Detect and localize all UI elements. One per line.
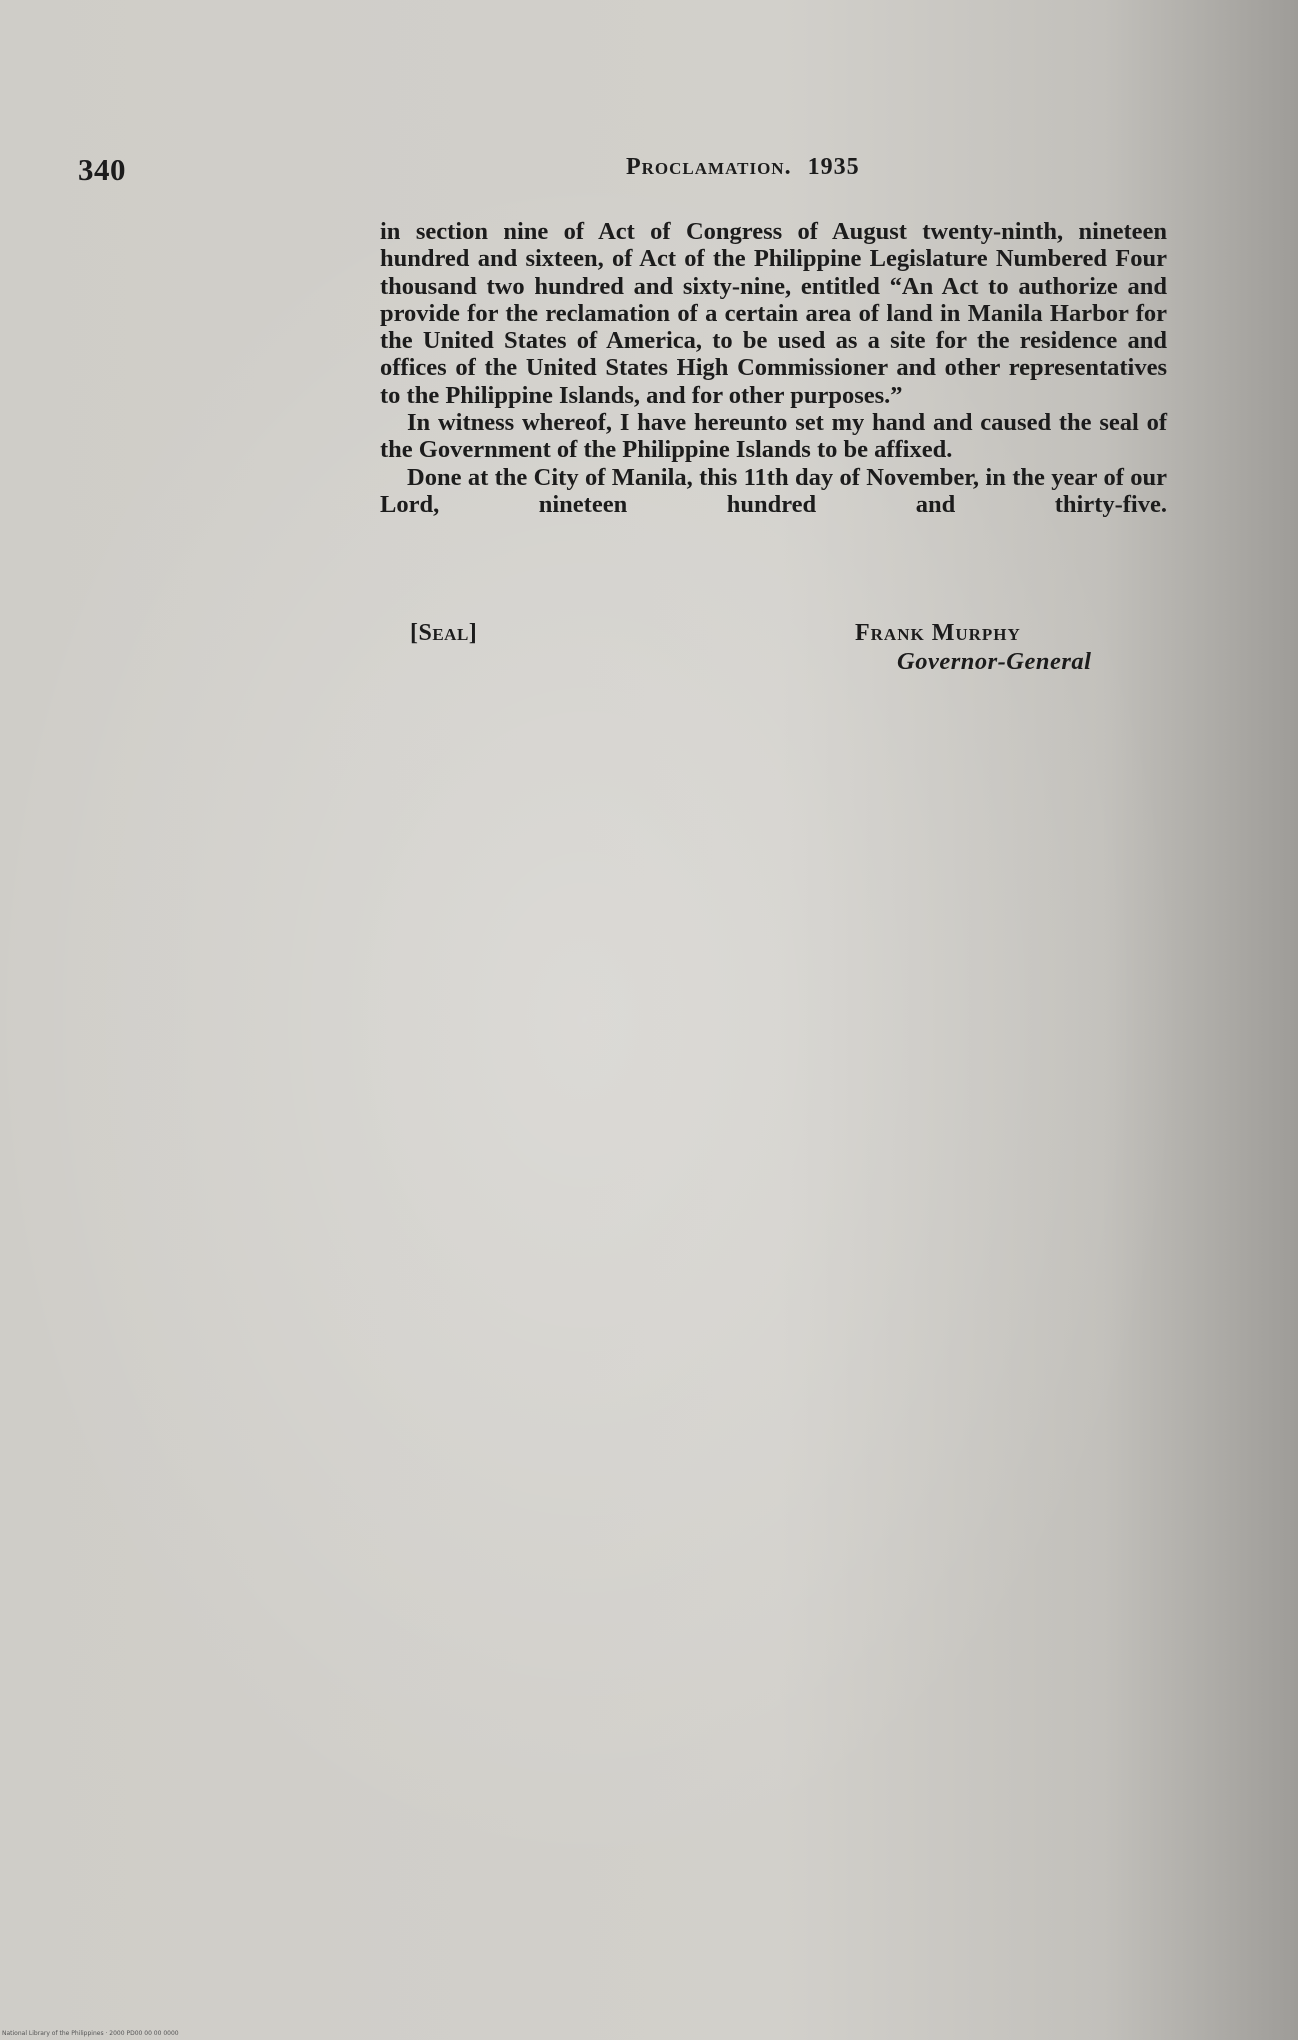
paragraph-witness: In witness whereof, I have hereunto set my hand and caused the seal of the Government of the Philippine Islands to be affixed. <box>380 409 1167 464</box>
running-head <box>626 154 860 181</box>
paragraph-done-at: Done at the City of Manila, this 11th day of November, in the year of our Lord, nineteen hundred and thirty-five. <box>380 463 1167 518</box>
running-head-title: Proclamation. <box>626 154 792 180</box>
running-head-year: 1935 <box>807 154 860 180</box>
page-number: 340 <box>78 152 126 187</box>
paragraph-closing-clause: in section nine of Act of Congress of August twenty-ninth, nineteen hundred and sixteen, of Act of the Philippine Legislature Numbered Four thousand two hundred and sixty-nine, entitled “An Act to authorize and provide for the reclamation of a certain area of land in Manila Harbor for the United States of America, to be used as a site for the residence and offices of the United States High Commissioner and other representatives to the Philippine Islands, and for other purposes.” <box>380 218 1167 409</box>
seal-label: [Seal] <box>410 620 478 646</box>
signer-title: Governor-General <box>897 648 1092 675</box>
signer-name: Frank Murphy <box>855 620 1021 646</box>
footer-stamp: National Library of the Philippines · 2000 PD00 00 00 0000 <box>2 2030 179 2037</box>
proclamation-body <box>380 218 1167 518</box>
